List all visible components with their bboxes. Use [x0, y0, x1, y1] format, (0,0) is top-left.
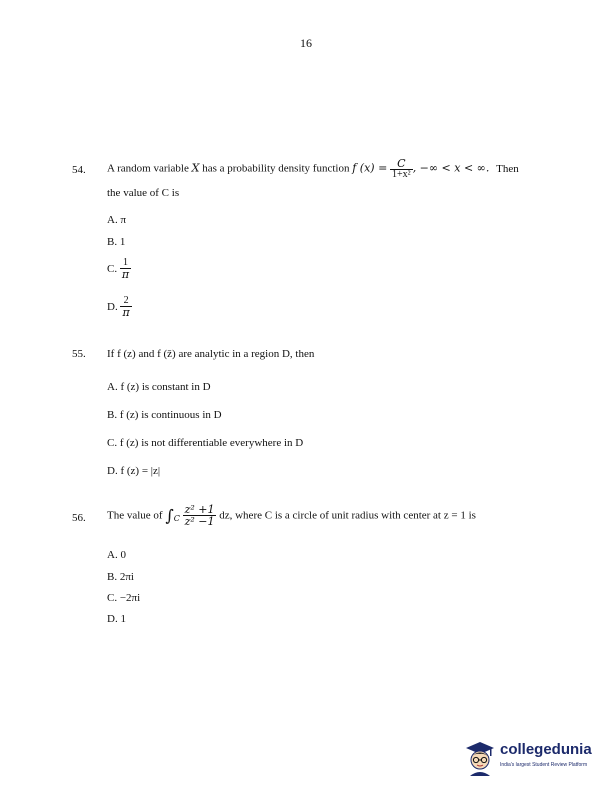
q54-fx: f (x) =: [352, 161, 388, 175]
question-54-stem-line2: the value of C is: [107, 187, 180, 199]
q54-frac-num: C: [390, 158, 413, 170]
q54-option-b: B. 1: [107, 236, 126, 248]
q54-option-d-label: D.: [107, 301, 118, 313]
q54-option-a: A. π: [107, 214, 126, 226]
integral-sign-icon: ∫: [165, 506, 174, 525]
question-55-number: 55.: [72, 348, 86, 360]
q54-pdf-fraction: [390, 158, 413, 180]
question-54-stem-line1: [107, 158, 519, 180]
q54-var-x: X: [191, 161, 200, 175]
q54-frac-den: 1+x²: [392, 169, 411, 180]
q56-frac-den: z² −1: [184, 515, 215, 528]
q54-option-d: [107, 296, 132, 318]
student-avatar-icon: [462, 738, 498, 778]
q54-optd-den: π: [122, 306, 130, 319]
q54-option-c-fraction: [120, 258, 131, 280]
logo-tagline: India's largest Student Review Platform: [500, 762, 588, 768]
question-56-stem: [107, 504, 476, 527]
question-56-number: 56.: [72, 512, 86, 524]
question-55-stem: If f (z) and f (z̄) are analytic in a region D, then: [107, 348, 315, 360]
q56-frac-num: z² +1: [184, 503, 215, 516]
q54-optc-den: π: [121, 268, 130, 281]
page-number: 16: [300, 36, 312, 50]
q55-option-b: B. f (z) is continuous in D: [107, 409, 222, 421]
q54-optd-num: 2: [120, 296, 131, 307]
q56-stem-prefix: The value of: [107, 509, 163, 522]
question-54-number: 54.: [72, 164, 86, 176]
q55-option-d: D. f (z) = |z|: [107, 465, 161, 477]
q56-option-b: B. 2πi: [107, 571, 134, 583]
q56-option-c: C. −2πi: [107, 592, 141, 604]
q56-stem-suffix: dz, where C is a circle of unit radius with center at z = 1 is: [219, 509, 476, 522]
q55-option-a: A. f (z) is constant in D: [107, 381, 211, 393]
logo-wordmark: collegedunia: [500, 741, 592, 758]
q54-option-c: [107, 258, 131, 280]
q56-integrand-fraction: [183, 504, 217, 527]
collegedunia-logo: [462, 738, 604, 780]
q56-integral-sub: C: [173, 514, 180, 524]
q54-option-d-fraction: [120, 296, 131, 318]
q54-optc-num: 1: [120, 258, 131, 269]
q54-range: , −∞ < x < ∞.: [412, 161, 490, 175]
q55-option-c: C. f (z) is not differentiable everywhere in D: [107, 437, 304, 449]
q54-then: Then: [496, 162, 519, 175]
q54-text-mid: has a probability density function: [199, 162, 353, 175]
q54-option-c-label: C.: [107, 263, 118, 275]
q56-option-a: A. 0: [107, 549, 126, 561]
q56-option-d: D. 1: [107, 613, 126, 625]
q54-text-prefix: A random variable: [107, 162, 192, 175]
